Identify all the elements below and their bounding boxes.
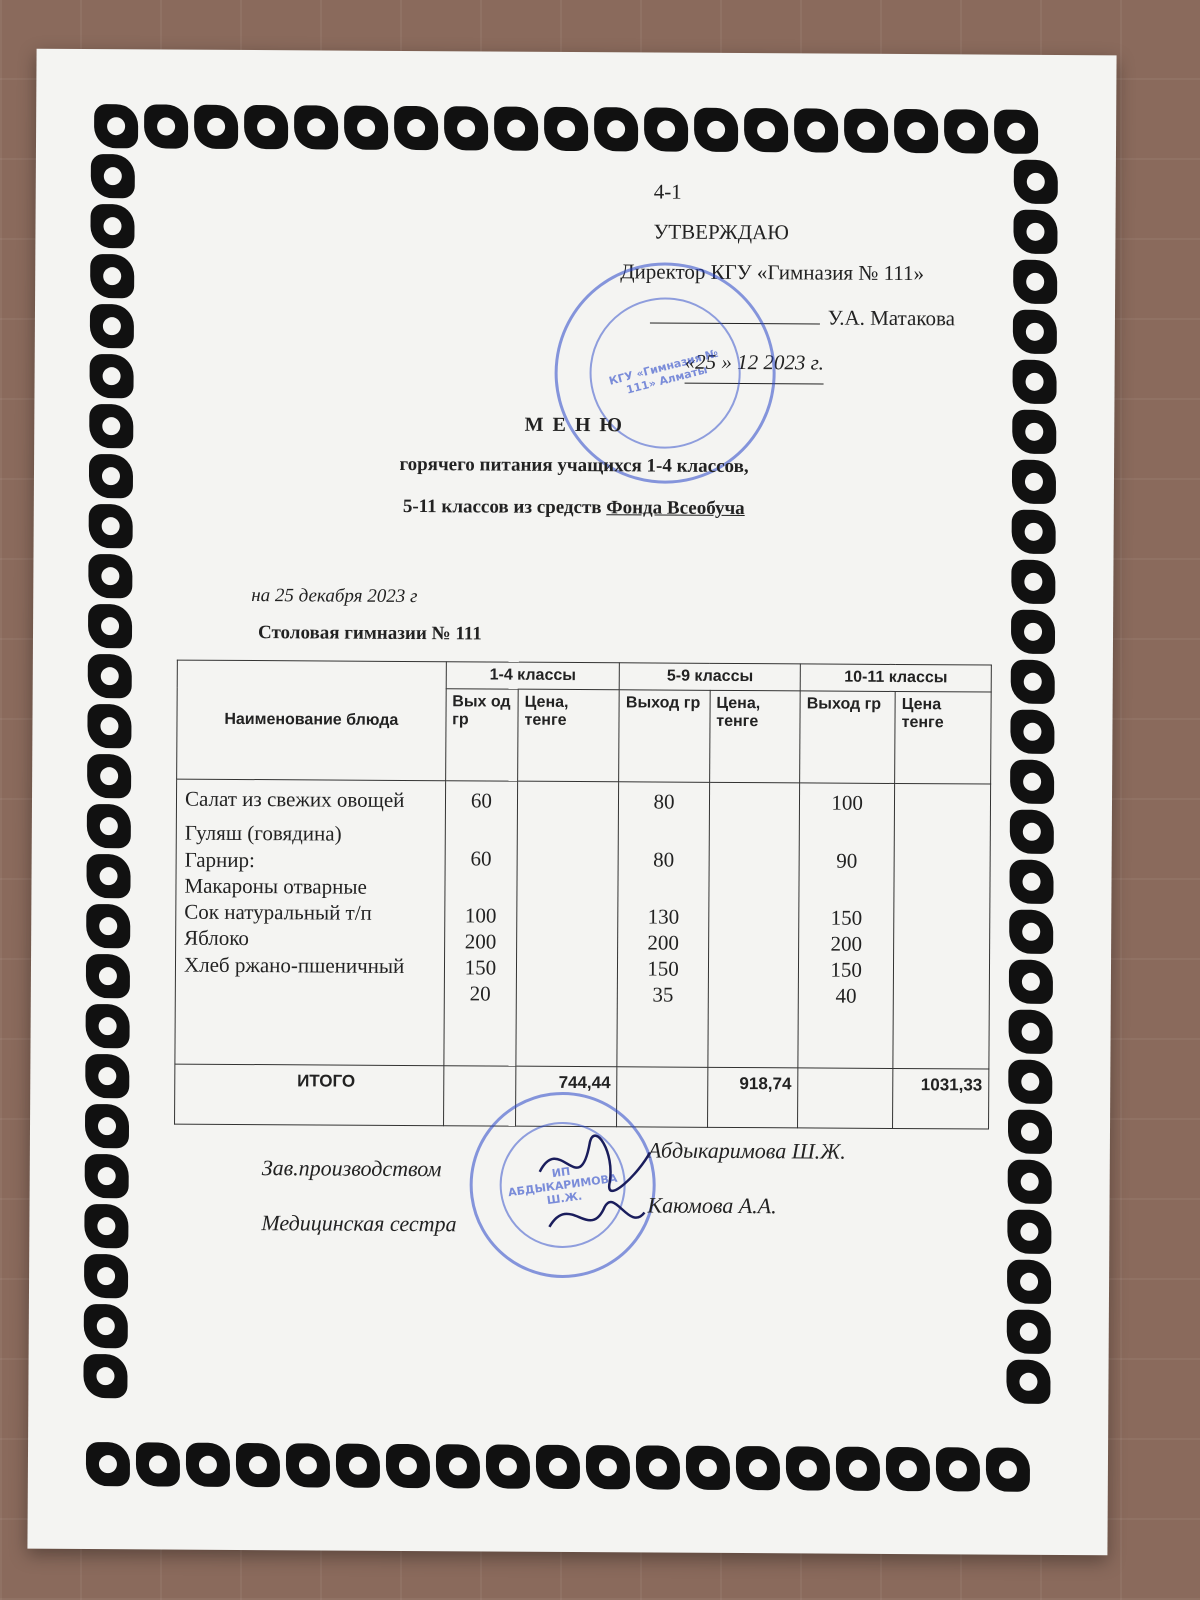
dish-item: Гуляш (говядина) bbox=[184, 820, 342, 846]
ornament-tile bbox=[844, 109, 888, 153]
group-header-5-9: 5-9 классы bbox=[619, 663, 800, 691]
yield-value: 40 bbox=[835, 983, 857, 1008]
ornament-tile bbox=[744, 108, 788, 152]
ornament-tile bbox=[85, 1154, 129, 1198]
yield-value: 150 bbox=[464, 955, 497, 980]
ornament-tile bbox=[85, 1104, 129, 1148]
ornament-tile bbox=[836, 1447, 880, 1491]
ornament-tile bbox=[444, 106, 488, 150]
price-column-10-11 bbox=[893, 783, 991, 1069]
yield-value: 150 bbox=[647, 956, 679, 981]
ornament-tile bbox=[1009, 960, 1053, 1004]
ornament-tile bbox=[1009, 860, 1053, 904]
ornament-tile bbox=[1008, 1160, 1052, 1204]
dish-list bbox=[175, 779, 445, 1066]
dish-item: Хлеб ржано-пшеничный bbox=[183, 952, 405, 978]
dish-item: Сок натуральный т/п bbox=[184, 899, 372, 925]
dish-item: Макароны отварные bbox=[184, 873, 367, 899]
ornament-tile bbox=[1010, 710, 1054, 754]
ornament-tile bbox=[85, 1054, 129, 1098]
yield-value: 60 bbox=[470, 846, 492, 871]
ornament-tile bbox=[536, 1445, 580, 1489]
ornament-tile bbox=[86, 854, 130, 898]
yield-value: 80 bbox=[653, 789, 675, 814]
price-column-1-4 bbox=[516, 781, 619, 1067]
doc-number: 4-1 bbox=[653, 179, 682, 204]
ornament-tile bbox=[87, 704, 131, 748]
ornament-tile bbox=[344, 106, 388, 150]
ornament-tile bbox=[136, 1442, 180, 1486]
sub-header-yield-2: Выход гр bbox=[619, 690, 710, 783]
ornament-tile bbox=[1006, 1360, 1050, 1404]
ornament-tile bbox=[1011, 560, 1055, 604]
menu-date: на 25 декабря 2023 г bbox=[251, 585, 418, 608]
production-name: Абдыкаримова Ш.Ж. bbox=[647, 1137, 846, 1164]
ornament-tile bbox=[686, 1446, 730, 1490]
nurse-name: Каюмова А.А. bbox=[647, 1192, 777, 1219]
ornament-tile bbox=[1007, 1260, 1051, 1304]
ornament-tile bbox=[394, 106, 438, 150]
ornament-tile bbox=[1013, 310, 1057, 354]
ornament-tile bbox=[736, 1446, 780, 1490]
ornament-tile bbox=[886, 1447, 930, 1491]
ornament-tile bbox=[86, 904, 130, 948]
ornament-tile bbox=[194, 105, 238, 149]
approve-label: УТВЕРЖДАЮ bbox=[653, 219, 789, 245]
yield-value: 80 bbox=[653, 847, 675, 872]
ornament-border-left bbox=[80, 151, 138, 1401]
ornament-tile bbox=[286, 1443, 330, 1487]
ornament-tile bbox=[1011, 610, 1055, 654]
ornament-tile bbox=[1014, 160, 1058, 204]
director-name: У.А. Матакова bbox=[595, 297, 955, 339]
total-label: ИТОГО bbox=[175, 1064, 444, 1126]
menu-table bbox=[174, 660, 992, 1130]
ornament-tile bbox=[236, 1443, 280, 1487]
yield-value: 100 bbox=[831, 790, 863, 815]
ornament-tile bbox=[186, 1443, 230, 1487]
director-line: Директор КГУ «Гимназия № 111» bbox=[620, 259, 925, 286]
ornament-tile bbox=[1009, 910, 1053, 954]
ornament-tile bbox=[1008, 1110, 1052, 1154]
ornament-tile bbox=[636, 1445, 680, 1489]
ornament-tile bbox=[83, 1354, 127, 1398]
sub-header-price-2: Цена, тенге bbox=[709, 690, 800, 783]
ornament-tile bbox=[84, 1204, 128, 1248]
dish-item: Гарнир: bbox=[184, 847, 255, 872]
ornament-tile bbox=[894, 109, 938, 153]
ornament-tile bbox=[94, 104, 138, 148]
ornament-tile bbox=[644, 107, 688, 151]
canteen-name: Столовая гимназии № 111 bbox=[257, 622, 482, 645]
ornament-tile bbox=[90, 204, 134, 248]
price-column-5-9 bbox=[708, 782, 800, 1068]
ornament-tile bbox=[944, 109, 988, 153]
yield-column-5-9 bbox=[617, 782, 709, 1068]
ornament-tile bbox=[586, 1445, 630, 1489]
menu-subtitle-2: 5-11 классов из средств Фонда Всеобуча bbox=[402, 495, 745, 520]
cook-stamp-text: ИП АБДЫКАРИМОВА Ш.Ж. bbox=[492, 1114, 634, 1256]
yield-value: 60 bbox=[470, 788, 492, 813]
sub-header-price-3: Цена тенге bbox=[895, 691, 991, 784]
ornament-tile bbox=[544, 107, 588, 151]
yield-value: 150 bbox=[830, 957, 862, 982]
yield-value: 130 bbox=[647, 903, 680, 929]
dish-header: Наименование блюда bbox=[177, 660, 446, 781]
sub-header-price-1: Цена, тенге bbox=[518, 689, 620, 782]
total-price-5-9: 918,74 bbox=[707, 1067, 798, 1128]
ornament-tile bbox=[1008, 1060, 1052, 1104]
yield-column-10-11 bbox=[798, 783, 895, 1069]
sub-header-yield-3: Выход гр bbox=[800, 691, 896, 784]
yield-value: 200 bbox=[647, 930, 680, 955]
ornament-tile bbox=[336, 1444, 380, 1488]
menu-title: М Е Н Ю bbox=[524, 413, 625, 437]
school-stamp-text: КГУ «Гимназия № 111» Алматы bbox=[573, 281, 757, 465]
ornament-border-top bbox=[91, 101, 1041, 157]
ornament-tile bbox=[244, 105, 288, 149]
group-header-1-4: 1-4 классы bbox=[446, 662, 620, 690]
nurse-role: Медицинская сестра bbox=[261, 1210, 457, 1237]
yield-value: 90 bbox=[836, 848, 858, 873]
ornament-tile bbox=[794, 108, 838, 152]
ornament-tile bbox=[494, 107, 538, 151]
ornament-tile bbox=[1010, 760, 1054, 804]
total-yield-10-11 bbox=[798, 1068, 893, 1129]
ornament-tile bbox=[88, 604, 132, 648]
ornament-tile bbox=[1013, 260, 1057, 304]
ornament-tile bbox=[84, 1304, 128, 1348]
yield-value: 200 bbox=[464, 929, 497, 954]
ornament-tile bbox=[1007, 1310, 1051, 1354]
total-price-10-11: 1031,33 bbox=[893, 1068, 989, 1129]
ornament-tile bbox=[1012, 360, 1056, 404]
yield-value: 100 bbox=[464, 902, 497, 928]
ornament-tile bbox=[694, 108, 738, 152]
ornament-tile bbox=[594, 107, 638, 151]
sub-header-yield-1: Вых од гр bbox=[445, 689, 518, 781]
ornament-tile bbox=[86, 1442, 130, 1486]
dish-item: Яблоко bbox=[184, 925, 250, 951]
approval-date: «25 » 12 2023 г. bbox=[685, 343, 824, 385]
ornament-tile bbox=[1008, 1010, 1052, 1054]
ornament-tile bbox=[1013, 210, 1057, 254]
ornament-tile bbox=[88, 554, 132, 598]
ornament-tile bbox=[994, 110, 1038, 154]
ornament-tile bbox=[91, 154, 135, 198]
yield-value: 20 bbox=[469, 981, 491, 1006]
production-role: Зав.производством bbox=[261, 1155, 442, 1182]
ornament-tile bbox=[89, 354, 133, 398]
handwritten-signatures bbox=[519, 1112, 660, 1253]
ornament-tile bbox=[294, 105, 338, 149]
ornament-tile bbox=[86, 954, 130, 998]
menu-subtitle-1: горячего питания учащихся 1-4 классов, bbox=[399, 453, 749, 478]
ornament-tile bbox=[1007, 1210, 1051, 1254]
ornament-tile bbox=[90, 254, 134, 298]
ornament-tile bbox=[144, 104, 188, 148]
yield-value: 200 bbox=[830, 931, 863, 956]
dish-item: Салат из свежих овощей bbox=[184, 786, 405, 812]
ornament-tile bbox=[88, 654, 132, 698]
yield-column-1-4 bbox=[444, 781, 518, 1066]
ornament-tile bbox=[986, 1448, 1030, 1492]
ornament-tile bbox=[786, 1446, 830, 1490]
ornament-border-bottom bbox=[83, 1439, 1033, 1495]
ornament-tile bbox=[1011, 660, 1055, 704]
ornament-tile bbox=[85, 1004, 129, 1048]
ornament-tile bbox=[486, 1444, 530, 1488]
document-sheet bbox=[27, 49, 1116, 1556]
ornament-tile bbox=[1010, 810, 1054, 854]
ornament-tile bbox=[936, 1447, 980, 1491]
total-price-1-4: 744,44 bbox=[516, 1066, 618, 1127]
yield-value: 150 bbox=[830, 905, 863, 930]
ornament-tile bbox=[90, 304, 134, 348]
ornament-tile bbox=[436, 1444, 480, 1488]
ornament-tile bbox=[87, 804, 131, 848]
group-header-10-11: 10-11 классы bbox=[800, 664, 991, 692]
ornament-border-right bbox=[1003, 157, 1061, 1407]
ornament-tile bbox=[386, 1444, 430, 1488]
yield-value: 35 bbox=[652, 982, 674, 1007]
ornament-tile bbox=[87, 754, 131, 798]
ornament-tile bbox=[84, 1254, 128, 1298]
